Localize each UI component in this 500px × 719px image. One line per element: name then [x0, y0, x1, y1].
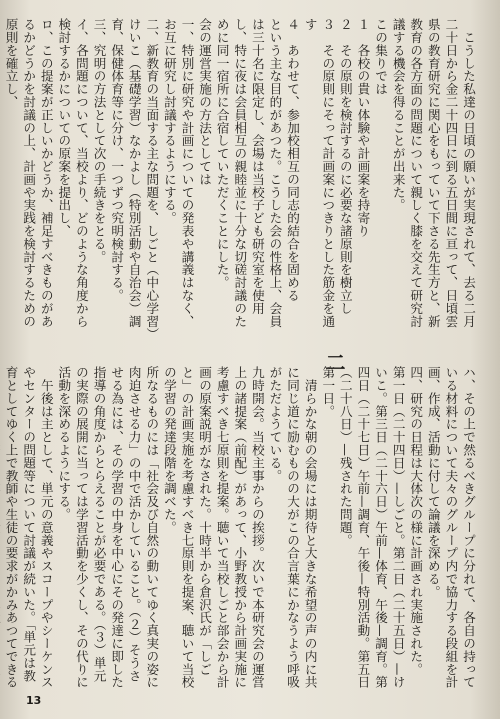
- page-number: 13: [26, 694, 42, 707]
- upper-text-block: こうした私達の日頃の願いが実現されて、去る二月二十日から金二十四日に到る五日間に亘って、日頃雲県の教育研究に関心をもっていて下さる先生方と、新教育の各方面の問題について親しく膝を交えて研究討議する機会を得ることが出来た。 この集りでは １ 各校の貴い体験や計画案を持寄り ２ その原則を検討するのに必要な諸原則を樹立し ３ その原則にそって計画案につきりとした筋金を通す ４ あわせて、参加校相互の同志的結合を固める という主な目的があつた。こうした会の性格上、会員は三十名に限定し、会場は当校子ども研究室を使用し、特に夜は会員相互の親睦並に十分な切磋討議のために同一宿所に合宿していただくことにした。 会の運営実施の方法としては 一、特別に研究や計画についての発表や講義はなく、お互に研究し討議するようにする。 二、新教育の当面する主な問題を、しごと（中心学習）けいこ（基礎学習）なかよし（特別活動や自治会）調育、保健体育等に分け、一つずつ究明検討する。 三、究明の方法として次の手続きをとる。 イ、各問題について、当校より、どのような角度から検討するかについての原案を提出し、 ロ、この提案が正しいかどうか、補足すべきものがあるかどうかを討議の上、計画や実践を検討するための原則を確立し、: [3, 18, 476, 335]
- section-heading-number: 二: [322, 352, 346, 374]
- lower-text-block: ハ、その上で然るべきグループに分れて、各自の持っている材料について夫々のグループ内で協力する段組を計画、作成、活動に付して論議を深める。 四、研究の日程は大体次の様に計画され実施された。 第一日（二十四日）—しごと。第二日（二十五日）—けいこ。第三日（二十六日）午前—体育、午後—調育。第四日（二十七日）午前—調育、午後—特別活動。第五日（二十八日）—残された問題。 第一日。 清らかな朝の会場には期待と大きな希望の声の内に共に同じ道に励むものの大がこの合言葉にかなうよう呼吸がただようている。 九時開会。当校主事からの挨拶。次いで本研究会の運営上の諸提案（前配）があって、小野教授から計画実施に考慮すべき七原則を提案。聴いて当校しごと部会から計画の原案説明がなされた。十時半から倉沢氏が「しごと」の計画実施を考慮すべき七原則を提案、聴いて当校の学習の発達段階を調べた。 所なるものには「社会及び自然の動いてゆく真実の姿に肉迫させる力」の中で活かしていること。（２）そうさせる為には、その学習の中身を中心にその発達に即した指導の角度からとらえることが必要である。（３）単元の実際の展開に当っては学習活動を少くし、その代りに活動を深めるようにする。 午後は主として、単元の意義やスコープやシーケンスやセンターの問題等について討議が続いた。「単元は教育としてゆく上で教師や生徒の要求がかみあつてできる: [3, 366, 476, 689]
